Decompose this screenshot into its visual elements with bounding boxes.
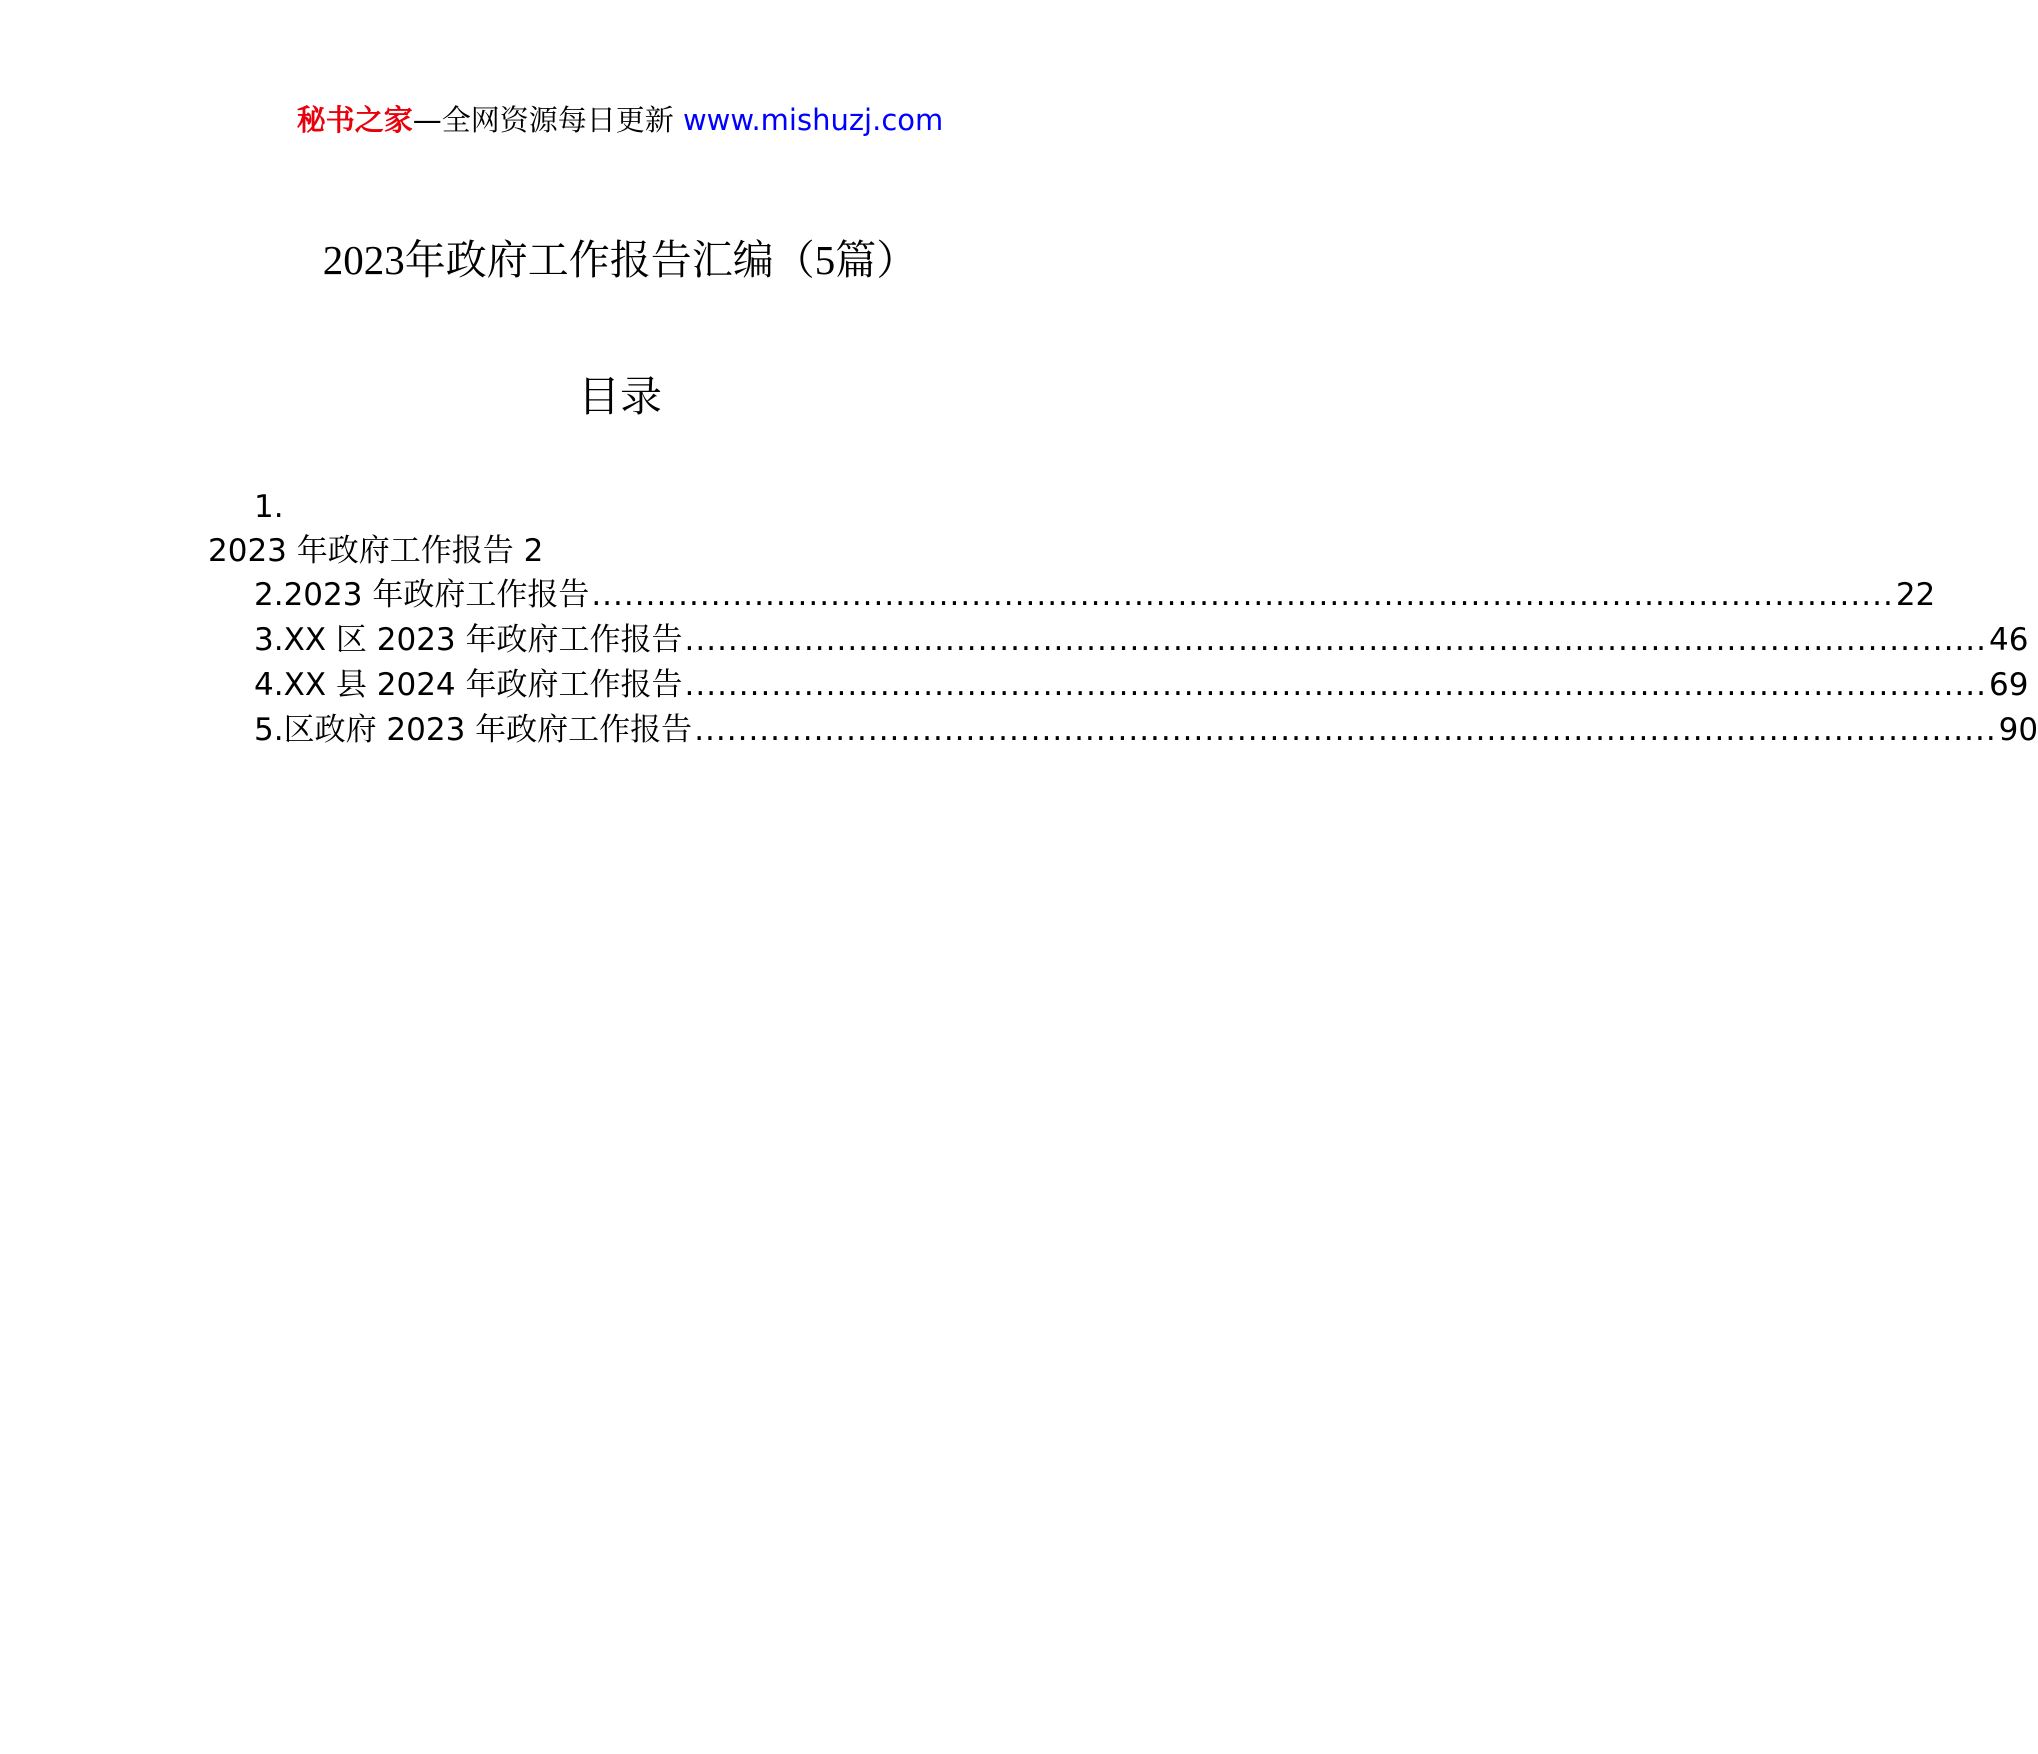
toc-dot-leader: ........................................................................................................................ bbox=[591, 577, 1894, 613]
toc-entry[interactable] bbox=[208, 618, 2029, 663]
toc-entry-1-number[interactable]: 1. bbox=[254, 489, 284, 525]
site-header bbox=[0, 100, 1240, 140]
toc-dot-leader: ........................................................................................................................ bbox=[684, 667, 1987, 703]
toc-page-number: 22 bbox=[1895, 577, 1936, 613]
toc-entry-1-title[interactable]: 2023 年政府工作报告 2 bbox=[208, 533, 544, 569]
toc-page-number: 90 bbox=[1998, 712, 2038, 748]
toc-page-number: 69 bbox=[1989, 667, 2029, 703]
toc-entry[interactable] bbox=[208, 708, 2038, 753]
toc-entry-title: 4.XX 县 2024 年政府工作报告 bbox=[254, 667, 683, 703]
table-of-contents bbox=[208, 485, 2038, 753]
document-title bbox=[0, 232, 1240, 288]
title-suffix: 篇） bbox=[835, 236, 918, 284]
brand-name: 秘书之家 bbox=[296, 103, 413, 137]
site-slogan: —全网资源每日更新 bbox=[412, 103, 674, 137]
toc-dot-leader: ........................................................................................................................ bbox=[694, 712, 1997, 748]
title-count: 5 bbox=[814, 237, 836, 283]
toc-page-number: 46 bbox=[1989, 622, 2029, 658]
toc-entry-title: 2.2023 年政府工作报告 bbox=[254, 577, 590, 613]
site-url-link[interactable]: www.mishuzj.com bbox=[682, 103, 944, 137]
toc-heading: 目录 bbox=[577, 372, 662, 421]
toc-entry[interactable] bbox=[208, 663, 2029, 708]
toc-entry-title: 3.XX 区 2023 年政府工作报告 bbox=[254, 622, 683, 658]
toc-dot-leader: ........................................................................................................................ bbox=[684, 622, 1987, 658]
toc-entry[interactable] bbox=[208, 573, 1936, 618]
toc-entry-title: 5.区政府 2023 年政府工作报告 bbox=[254, 712, 693, 748]
title-text: 年政府工作报告汇编（ bbox=[404, 236, 815, 284]
title-year: 2023 bbox=[322, 237, 405, 283]
